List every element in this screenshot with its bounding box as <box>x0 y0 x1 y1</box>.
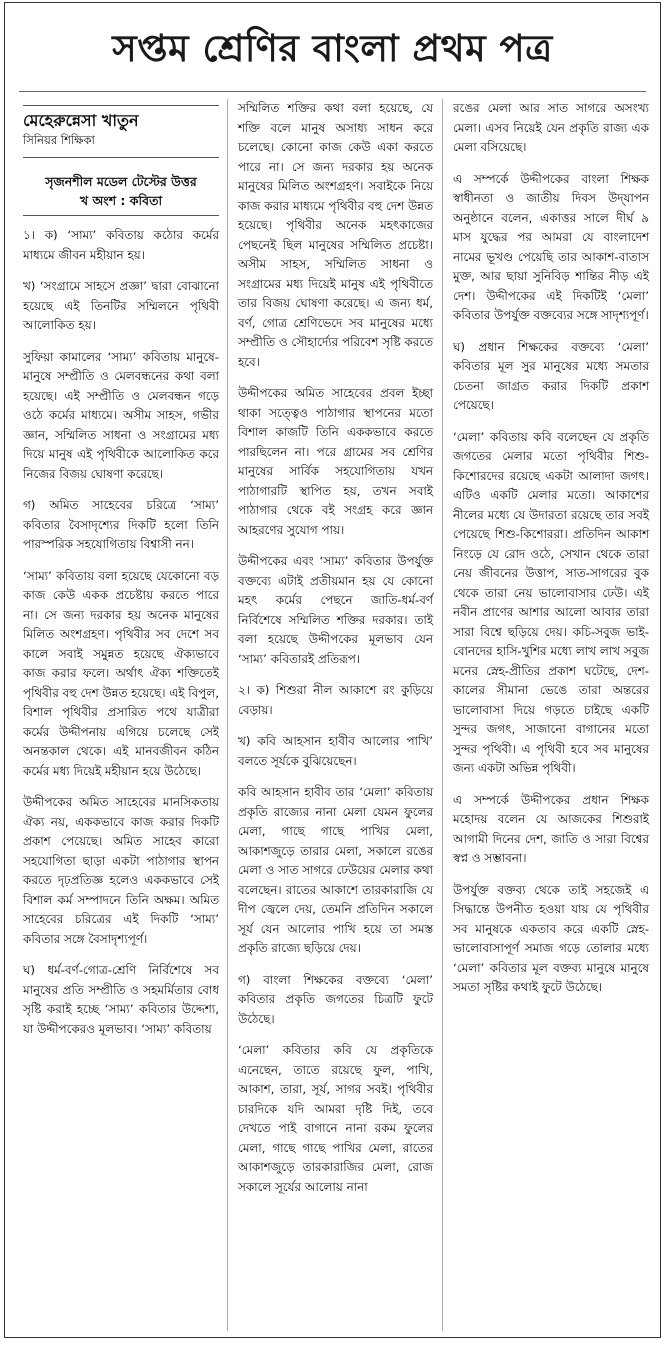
author-top-rule <box>23 105 219 106</box>
paragraph: রঙের মেলা আর সাত সাগরে অসংখ্য মেলা। এসব নিয়েই যেন প্রকৃতি রাজ্য এক মেলা বসিয়েছে। <box>453 101 649 154</box>
paragraph: সুফিয়া কামালের ‘সাম্য’ কবিতায় মানুষে-মানুষে সম্প্রীতি ও মেলবন্ধনের কথা বলা হয়েছে। এই সম্প্রীতি ও মেলবন্ধন গড়ে ওঠে কর্মের মাধ্যমে। অসীম সাহস, গভীর জ্ঞান, সম্মিলিত সাধনা ও সংগ্রামের মধ্য দিয়ে মানুষ এই পৃথিবীকে আলোকিত করে নিজের বিজয় ঘোষণা করেছে। <box>23 349 219 481</box>
author-name: মেহেরুন্নেসা খাতুন <box>23 111 139 130</box>
column-1 <box>23 99 219 1051</box>
paragraph: ‘সাম্য’ কবিতায় বলা হয়েছে যেকোনো বড় কাজ কেউ একক প্রচেষ্টায় করতে পারে না। সে জন্য দরকার হয় অনেক মানুষের মিলিত অংশগ্রহণ। পৃথিবীর সব দেশে সব কালে সবাই সমুন্নত হয়েছে ঐক্যভাবে কাজ করার ফলে। অর্থাৎ ঐক্য শক্তিতেই পৃথিবীর বহু দেশ উন্নত হয়েছে। এই বিপুল, বিশাল পৃথিবীর প্রসারিত পথে যাত্রীরা কর্মের উদ্দীপনায় এগিয়ে চলেছে সেই অনন্তকাল থেকে। এই মানবজীবন কঠিন কর্মের মধ্য দিয়েই মহীয়ান হয়ে উঠেছে। <box>23 568 219 778</box>
title-divider <box>19 91 646 92</box>
column-3 <box>453 99 649 1010</box>
section-subheading: খ অংশ : কবিতা <box>79 193 163 208</box>
paragraph: উদ্দীপকের এবং ‘সাম্য’ কবিতার উপর্যুক্ত বক্তব্যে এটাই প্রতীয়মান হয় যে কোনো মহৎ কর্মের পেছনে জাতি-ধর্ম-বর্ণ নির্বিশেষে সম্মিলিত শক্তির দরকার। তাই বলা হয়েছে উদ্দীপকের মূলভাব যেন ‘সাম্য’ কবিতারই প্রতিরূপ। <box>238 554 433 666</box>
column-divider <box>442 99 443 1331</box>
paragraph: উদ্দীপকের অমিত সাহেবের মানসিকতায় ঐক্য নয়, এককভাবে কাজ করার দিকটি প্রকাশ পেয়েছে। অমিত সাহেব কারো সহযোগিতা ছাড়া একটা পাঠাগার স্থাপন করতে দৃঢ়প্রতিজ্ঞ হলেও এককভাবে সেই বিশাল কর্ম সম্পাদনে তিনি অক্ষম। অমিত সাহেবের চরিত্রের এই দিকটি ‘সাম্য’ কবিতার সঙ্গে বৈসাদৃশ্যপূর্ণ। <box>23 795 219 946</box>
column-divider <box>227 99 228 1331</box>
author-role: সিনিয়র শিক্ষিকা <box>23 133 95 147</box>
page-title: সপ্তম শ্রেণির বাংলা প্রথম পত্র <box>112 26 553 70</box>
section-rule <box>23 215 219 216</box>
paragraph: ঘ) প্রধান শিক্ষকের বক্তব্যে ‘মেলা’ কবিতার মূল সুর মানুষের মধ্যে সমতার চেতনা জাগ্রত করার দিকটি প্রকাশ পেয়েছে। <box>453 339 649 412</box>
paragraph: সম্মিলিত শক্তির কথা বলা হয়েছে, যে শক্তি বলে মানুষ অসাধ্য সাধন করে চলেছে। কোনো কাজ কেউ একা করতে পারে না। সে জন্য দরকার হয় অনেক মানুষের মিলিত অংশগ্রহণ। সবাইকে নিয়ে কাজ করার মাধ্যমে পৃথিবীর বহু দেশ উন্নত হয়েছে। পৃথিবীর অনেক মহৎকাজের পেছনেই ছিল মানুষের সম্মিলিত প্রচেষ্টা। অসীম সাহস, সম্মিলিত সাধনা ও সংগ্রামের মধ্য দিয়েই মানুষ এই পৃথিবীতে তার বিজয় ঘোষণা করেছে। এ জন্য ধর্ম, বর্ণ, গোত্র শ্রেণিভেদে সব মানুষের মধ্যে সম্প্রীতি ও সৌহার্দ্যের পরিবেশ সৃষ্টি করতে হবে। <box>238 101 433 369</box>
paragraph: খ) কবি আহসান হাবীব আলোর পাখি’ বলতে সূর্যকে বুঝিয়েছেন। <box>238 734 433 768</box>
paragraph: ঘ) ধর্ম-বর্ণ-গোত্র-শ্রেণি নির্বিশেষে সব মানুষের প্রতি সম্প্রীতি ও সহমর্মিতার বোধ সৃষ্টি করাই হচ্ছে ‘সাম্য’ কবিতার উদ্দেশ্য, যা উদ্দীপকেরও মূলভাব। ‘সাম্য’ কবিতায় <box>23 963 219 1036</box>
paragraph: এ সম্পর্কে উদ্দীপকের প্রধান শিক্ষক মহোদয় বলেন যে আজকের শিশুরাই আগামী দিনের দেশ, জাতি ও সারা বিশ্বের স্বপ্ন ও সম্ভাবনা। <box>453 792 649 865</box>
paragraph: গ) অমিত সাহেবের চরিত্রে ‘সাম্য’ কবিতার বৈসাদৃশ্যের দিকটি হলো তিনি পারস্পরিক সহযোগিতায় বিশ্বাসী নন। <box>23 498 219 551</box>
paragraph: উদ্দীপকের অমিত সাহেবের প্রবল ইচ্ছা থাকা সত্ত্বেও পাঠাগার স্থাপনের মতো বিশাল কাজটি তিনি এককভাবে করতে পারছিলেন না। পরে গ্রামের সব শ্রেণির মানুষের সার্বিক সহযোগিতায় যখন পাঠাগারটি স্থাপিত হয়, তখন সবাই পাঠাগার থেকে বই সংগ্রহ করে জ্ঞান আহরণের সুযোগ পায়। <box>238 386 433 537</box>
author-bottom-rule <box>23 157 219 158</box>
section-heading: সৃজনশীল মডেল টেস্টের উত্তর <box>45 174 197 189</box>
paragraph: এ সম্পর্কে উদ্দীপকের বাংলা শিক্ষক স্বাধীনতা ও জাতীয় দিবস উদ্‌যাপন অনুষ্ঠানে বলেন, একাত্তর সালে দীর্ঘ ৯ মাস যুদ্ধের পর আমরা যে বাংলাদেশ নামের ভূখণ্ড পেয়েছি তার আকাশ-বাতাস মুক্ত, আর ছায়া সুনিবিড় শান্তির নীড় এই দেশ। উদ্দীপকের এই দিকটিই ‘মেলা’ কবিতার উপর্যুক্ত বক্তব্যের সঙ্গে সাদৃশ্যপূর্ণ। <box>453 171 649 322</box>
paragraph: গ) বাংলা শিক্ষকের বক্তব্যে ‘মেলা’ কবিতার প্রকৃতি জগতের চিত্রটি ফুটে উঠেছে। <box>238 972 433 1026</box>
newspaper-page <box>4 2 661 1338</box>
column-2 <box>238 99 433 1209</box>
paragraph: উপর্যুক্ত বক্তব্য থেকে তাই সহজেই এ সিদ্ধান্তে উপনীত হওয়া যায় যে পৃথিবীর সব মানুষকে একতাব করে একটি স্নেহ-ভালোবাসাপূর্ণ সমাজ গড়ে তোলার মধ্যে ‘মেলা’ কবিতার মূল বক্তব্য মানুষে মানুষে সমতা সৃষ্টির কথাই ফুটে উঠেছে। <box>453 882 649 994</box>
paragraph: কবি আহসান হাবীব তার ‘মেলা’ কবিতায় প্রকৃতি রাজ্যের নানা মেলা যেমন ফুলের মেলা, গাছে গাছে পাখির মেলা, আকাশজুড়ে তারার মেলা, সকালে রঙের মেলা ও সাত সাগরে ঢেউয়ের মেলার কথা বলেছেন। রাতের আকাশে তারকারাজি যে দীপ জ্বেলে দেয়, তেমনি প্রতিদিন সকালে সূর্য যেন আলোর পাখি হয়ে তা সমস্ত প্রকৃতি রাজ্যে ছড়িয়ে দেয়। <box>238 785 433 955</box>
paragraph: ২। ক) শিশুরা নীল আকাশে রং কুড়িয়ে বেড়ায়। <box>238 683 433 717</box>
paragraph: ‘মেলা’ কবিতার কবি যে প্রকৃতিকে এনেছেন, তাতে রয়েছে ফুল, পাখি, আকাশ, তারা, সূর্য, সাগর সবই। পৃথিবীর চারদিকে যদি আমরা দৃষ্টি দিই, তবে দেখতে পাই বাগানে নানা রকম ফুলের মেলা, গাছে গাছে পাখির মেলা, রাতের আকাশজুড়ে তারকারাজির মেলা, রোজ সকালে সূর্যের আলোয় নানা <box>238 1043 433 1194</box>
paragraph: ‘মেলা’ কবিতায় কবি বলেছেন যে প্রকৃতি জগতের মেলার মতো পৃথিবীর শিশু-কিশোরদের রয়েছে একটা আলাদা জগৎ। এটিও একটি মেলার মতো। আকাশের নীলের মধ্যে যে উদারতা রয়েছে তার সবই পেয়েছে শিশু-কিশোররা। প্রতিদিন আকাশ নিংড়ে যে রোদ ওঠে, সেখান থেকে তারা নেয় জীবনের উত্তাপ, সাত-সাগরের বুক থেকে তারা নেয় ভালোবাসার ঢেউ। এই নবীন প্রাণের আশার আলো আবার তারা সারা বিশ্বে ছড়িয়ে দেয়। কচি-সবুজ ভাই-বোনদের হাসি-খুশির মধ্যে লাখ লাখ সবুজ মনের স্নেহ-প্রীতির প্রকাশ ঘটেছে, দেশ-কালের সীমানা ভেঙে তারা অন্তরের ভালোবাসা দিয়ে গড়তে চাইছে একটি সুন্দর জগৎ, সাজানো বাগানের মতো সুন্দর পৃথিবী। এ পৃথিবী হবে সব মানুষের জন্য একটা অভিন্ন পৃথিবী। <box>453 429 649 775</box>
paragraph: খ) ‘সংগ্রামে সাহসে প্রজ্ঞা’ দ্বারা বোঝানো হয়েছে এই তিনটির সম্মিলনে পৃথিবী আলোকিত হয়। <box>23 279 219 332</box>
paragraph: ১। ক) ‘সাম্য’ কবিতায় কঠোর কর্মের মাধ্যমে জীবন মহীয়ান হয়। <box>23 228 219 262</box>
